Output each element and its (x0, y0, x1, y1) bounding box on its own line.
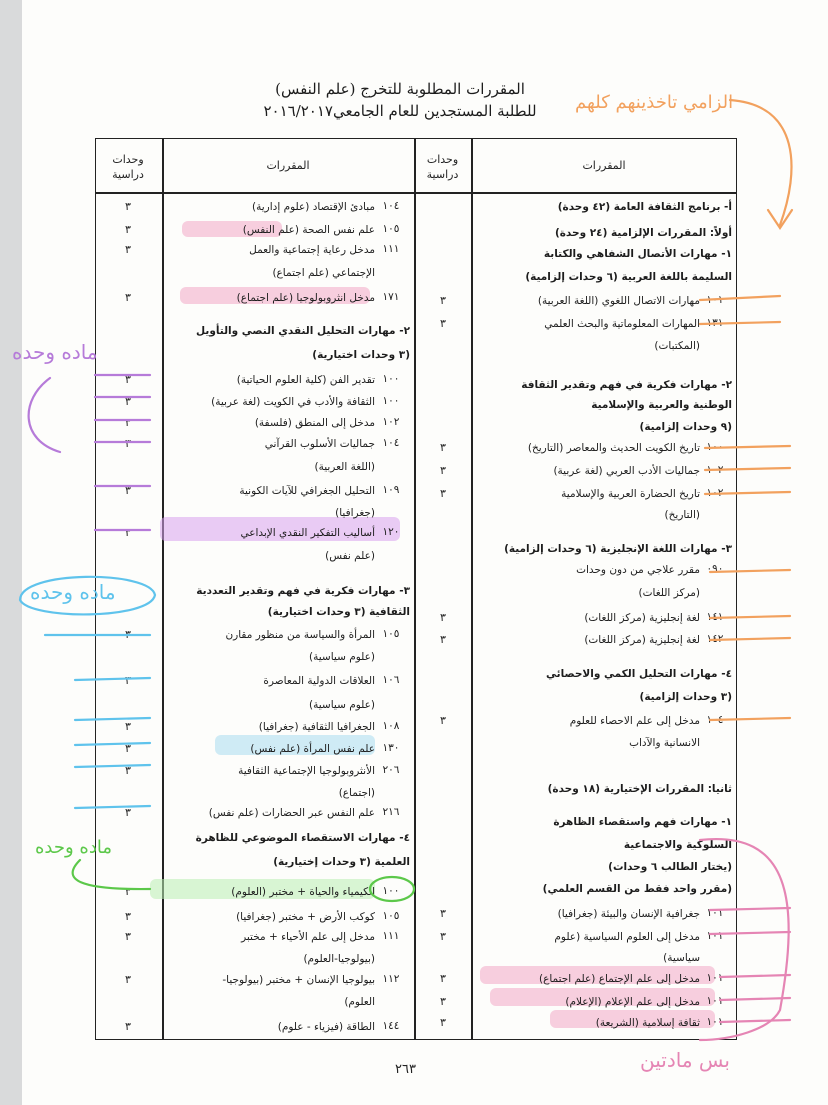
course-title: الكيمياء والحياة + مختبر (العلوم) (231, 886, 375, 898)
course-title: (بيولوجيا-العلوم) (303, 953, 375, 965)
note-violet: ماده وحده (12, 340, 98, 364)
course-title: العلاقات الدولية المعاصرة (263, 675, 375, 687)
course-number: ١٠٤ (382, 437, 400, 449)
course-title: مدخل إلى علم الإجتماع (علم اجتماع) (539, 973, 700, 985)
header-courses-left: المقررات (266, 159, 310, 172)
course-units: ٣ (125, 742, 131, 755)
course-units: ٣ (440, 1016, 446, 1029)
course-title: (جغرافيا) (335, 507, 375, 519)
course-number: ١٠٢ (382, 416, 400, 428)
course-title: تاريخ الحضارة العربية والإسلامية (561, 488, 700, 500)
course-title: جغرافية الإنسان والبيئة (جغرافيا) (557, 908, 700, 920)
course-number: ١٣١ (706, 317, 724, 329)
course-title: المهارات المعلوماتية والبحث العلمي (544, 318, 700, 330)
section-heading: (٣ وحدات إلزامية) (639, 691, 732, 703)
course-units: ٣ (440, 294, 446, 307)
section-heading: أولاً: المقررات الإلزامية (٢٤ وحدة) (554, 227, 732, 239)
course-number: ١٠٢ (706, 464, 724, 476)
course-units: ٣ (125, 291, 131, 304)
course-units: ٣ (440, 995, 446, 1008)
course-number: ١١١ (382, 243, 400, 255)
course-title: علم نفس الصحة (علم النفس) (242, 224, 375, 236)
header-courses-right: المقررات (582, 159, 626, 172)
course-units: ٣ (440, 972, 446, 985)
course-title: علم نفس المرأة (علم نفس) (250, 743, 375, 755)
course-title: الجغرافيا الثقافية (جغرافيا) (258, 721, 375, 733)
course-number: ١٠٨ (382, 720, 400, 732)
orange-arrow (705, 468, 790, 470)
course-units: ٣ (440, 487, 446, 500)
course-units: ٣ (440, 907, 446, 920)
section-heading: ٢- مهارات التحليل النقدي النصي والتأويل (196, 325, 410, 337)
course-units: ٣ (125, 395, 131, 408)
page-number: ٢٦٣ (395, 1062, 416, 1077)
pink-arrow (720, 1020, 790, 1022)
course-number: ٠٩٠ (706, 563, 724, 575)
course-title: مدخل إلى علم الأحياء + مختبر (241, 931, 375, 943)
blue-arrow (75, 678, 150, 680)
course-title: مدخل إلى علم الإعلام (الإعلام) (565, 996, 700, 1008)
course-title: (اجتماع) (338, 787, 375, 799)
course-units: ٣ (440, 714, 446, 727)
course-title: العلوم) (344, 996, 375, 1008)
course-title: الطاقة (فيزياء - علوم) (277, 1021, 375, 1033)
course-title: مبادئ الإقتصاد (علوم إدارية) (252, 201, 375, 213)
course-title: (علوم سياسية) (309, 651, 375, 663)
course-units: ٣ (125, 416, 131, 429)
orange-curve (730, 100, 792, 225)
course-number: ١٤٤ (382, 1020, 400, 1032)
section-heading: ٢- مهارات فكرية في فهم وتقدير الثقافة (521, 379, 732, 391)
blue-loop (20, 577, 155, 615)
course-number: ١٣٠ (382, 742, 400, 754)
course-number: ١٤٢ (706, 633, 724, 645)
section-heading: (يختار الطالب ٦ وحدات) (608, 861, 732, 873)
section-heading: أ- برنامج الثقافة العامة (٤٢ وحدة) (557, 201, 732, 213)
section-heading: ٣- مهارات اللغة الإنجليزية (٦ وحدات إلزامية) (504, 543, 732, 555)
course-units: ٣ (125, 484, 131, 497)
course-title: أساليب التفكير النقدي الإبداعي (240, 527, 375, 539)
note-blue: ماده وحده (30, 580, 116, 604)
section-heading: ١- مهارات فهم واستقصاء الظاهرة (553, 816, 732, 828)
course-title: ثقافة إسلامية (الشريعة) (595, 1017, 700, 1029)
course-units: ٣ (125, 437, 131, 450)
course-units: ٣ (440, 441, 446, 454)
orange-arrow (710, 718, 790, 720)
course-units: ٣ (125, 910, 131, 923)
course-number: ١٠١ (706, 995, 724, 1007)
course-number: ٢٠٦ (382, 764, 400, 776)
course-number: ١٠١ (706, 294, 724, 306)
course-units: ٣ (125, 720, 131, 733)
title-line-1: المقررات المطلوبة للتخرج (علم النفس) (275, 80, 525, 98)
course-number: ١٠٠ (382, 395, 400, 407)
course-units: ٣ (440, 611, 446, 624)
course-title: مدخل انثروبولوجيا (علم اجتماع) (236, 292, 375, 304)
course-number: ١٤١ (706, 611, 724, 623)
orange-arrow (705, 446, 790, 448)
course-units: ٣ (125, 243, 131, 256)
orange-arrow (700, 296, 780, 300)
note-green: ماده وحده (35, 837, 112, 858)
header-units-left: وحدات دراسية (112, 153, 144, 181)
course-number: ١٧١ (382, 291, 400, 303)
course-title: مهارات الاتصال اللغوي (اللغة العربية) (537, 295, 700, 307)
course-number: ١٠٥ (382, 628, 400, 640)
course-number: ١٠١ (706, 1016, 724, 1028)
course-number: ١٠٠ (382, 373, 400, 385)
course-title: بيولوجيا الإنسان + مختبر (بيولوجيا- (222, 974, 375, 986)
course-title: مدخل إلى علم الاحصاء للعلوم (569, 715, 700, 727)
pink-arrow (720, 998, 790, 1000)
section-heading: ٤- مهارات التحليل الكمي والاحصائي (546, 668, 732, 680)
pink-arrow (710, 932, 790, 934)
course-units: ٣ (125, 1020, 131, 1033)
course-units: ٣ (440, 633, 446, 646)
course-title: مدخل إلى المنطق (فلسفة) (254, 417, 375, 429)
course-number: ١٠٠ (706, 441, 724, 453)
course-units: ٣ (125, 526, 131, 539)
course-title: الأنثروبولوجيا الإجتماعية الثقافية (238, 765, 375, 777)
course-units: ٣ (125, 628, 131, 641)
course-number: ١٠٦ (382, 674, 400, 686)
course-title: تاريخ الكويت الحديث والمعاصر (التاريخ) (527, 442, 700, 454)
course-title: (علم نفس) (325, 550, 375, 562)
title-line-2: للطلبة المستجدين للعام الجامعي٢٠١٦/٢٠١٧ (263, 102, 537, 120)
blue-arrow (75, 718, 150, 720)
section-heading: (٩ وحدات إلزامية) (639, 421, 732, 433)
course-number: ١٠١ (706, 972, 724, 984)
course-title: (اللغة العربية) (314, 461, 375, 473)
course-title: الإجتماعي (علم اجتماع) (272, 267, 375, 279)
course-title: المرأة والسياسة من منظور مقارن (225, 629, 375, 641)
course-number: ١٠١ (706, 907, 724, 919)
course-number: ١٠٥ (382, 910, 400, 922)
pink-arrow (720, 975, 790, 977)
course-title: (مركز اللغات) (638, 587, 700, 599)
section-heading: ١- مهارات الأتصال الشفاهي والكتابة (543, 248, 732, 260)
course-title: الانسانية والآداب (629, 737, 700, 749)
course-units: ٣ (125, 885, 131, 898)
course-title: لغة إنجليزية (مركز اللغات) (584, 634, 700, 646)
section-heading: (٣ وحدات اختيارية) (312, 349, 410, 361)
section-heading: العلمية (٣ وحدات إختيارية) (273, 856, 410, 868)
course-title: جماليات الأدب العربي (لغة عربية) (553, 465, 700, 477)
section-heading: السليمة باللغة العربية (٦ وحدات إلزامية) (525, 271, 732, 283)
course-title: (علوم سياسية) (309, 699, 375, 711)
course-title: تقدير الفن (كلية العلوم الحياتية) (236, 374, 375, 386)
course-title: مدخل رعاية إجتماعية والعمل (249, 244, 375, 256)
course-number: ١٠٠ (382, 885, 400, 897)
section-heading: الوطنية والعربية والإسلامية (591, 399, 732, 411)
orange-arrow (710, 638, 790, 640)
green-circle (370, 877, 414, 901)
course-title: (المكتبات) (654, 340, 700, 352)
course-number: ١٠٩ (382, 484, 400, 496)
blue-arrow (75, 765, 150, 767)
section-heading: ٣- مهارات فكرية في فهم وتقدير التعددية (196, 585, 410, 597)
course-number: ١٠٤ (706, 714, 724, 726)
course-title: لغة إنجليزية (مركز اللغات) (584, 612, 700, 624)
note-orange: الزامي تاخذينهم كلهم (575, 92, 734, 113)
course-title: (التاريخ) (664, 509, 700, 521)
pink-arrow (710, 908, 790, 910)
course-number: ١٠٥ (382, 223, 400, 235)
course-units: ٣ (440, 317, 446, 330)
course-units: ٣ (125, 200, 131, 213)
section-heading: ثانيا: المقررات الإختيارية (١٨ وحدة) (547, 783, 732, 795)
section-heading: ٤- مهارات الاستقصاء الموضوعي للظاهرة (195, 832, 410, 844)
note-pink: بس مادتين (640, 1048, 730, 1072)
course-title: كوكب الأرض + مختبر (جغرافيا) (236, 911, 375, 923)
header-units-right: وحدات دراسية (426, 153, 459, 181)
course-number: ١٠٤ (382, 200, 400, 212)
blue-arrow (75, 806, 150, 808)
orange-arrow (705, 492, 790, 494)
course-units: ٣ (125, 973, 131, 986)
course-units: ٣ (440, 930, 446, 943)
course-number: ١١١ (382, 930, 400, 942)
course-number: ٢١٦ (382, 806, 400, 818)
course-units: ٣ (440, 464, 446, 477)
course-title: مقرر علاجي من دون وحدات (576, 564, 700, 576)
violet-curve (29, 378, 60, 452)
orange-arrow (700, 322, 780, 324)
course-units: ٣ (125, 373, 131, 386)
section-heading: (مقرر واحد فقط من القسم العلمي) (542, 883, 732, 895)
course-title: علم النفس عبر الحضارات (علم نفس) (208, 807, 375, 819)
orange-arrow (710, 616, 790, 618)
blue-arrow (75, 743, 150, 745)
course-title: سياسية) (663, 952, 700, 964)
course-title: جماليات الأسلوب القرآني (264, 438, 375, 450)
course-title: مدخل إلى العلوم السياسية (علوم (554, 931, 700, 943)
course-number: ١٠٢ (706, 487, 724, 499)
section-heading: الثقافية (٣ وحدات اختيارية) (267, 606, 410, 618)
course-units: ٣ (125, 806, 131, 819)
course-units: ٣ (125, 223, 131, 236)
course-title: التحليل الجغرافي للآيات الكونية (239, 485, 375, 497)
course-units: ٣ (125, 674, 131, 687)
course-number: ١١٢ (382, 973, 400, 985)
pink-curve (700, 839, 789, 1040)
course-title: الثقافة والأدب في الكويت (لغة عربية) (211, 396, 375, 408)
orange-arrow (710, 570, 790, 572)
course-units: ٣ (125, 930, 131, 943)
course-number: ١٢٠ (382, 526, 400, 538)
course-number: ١٠١ (706, 930, 724, 942)
section-heading: السلوكية والاجتماعية (623, 839, 732, 851)
course-units: ٣ (125, 764, 131, 777)
green-curve (73, 860, 150, 889)
